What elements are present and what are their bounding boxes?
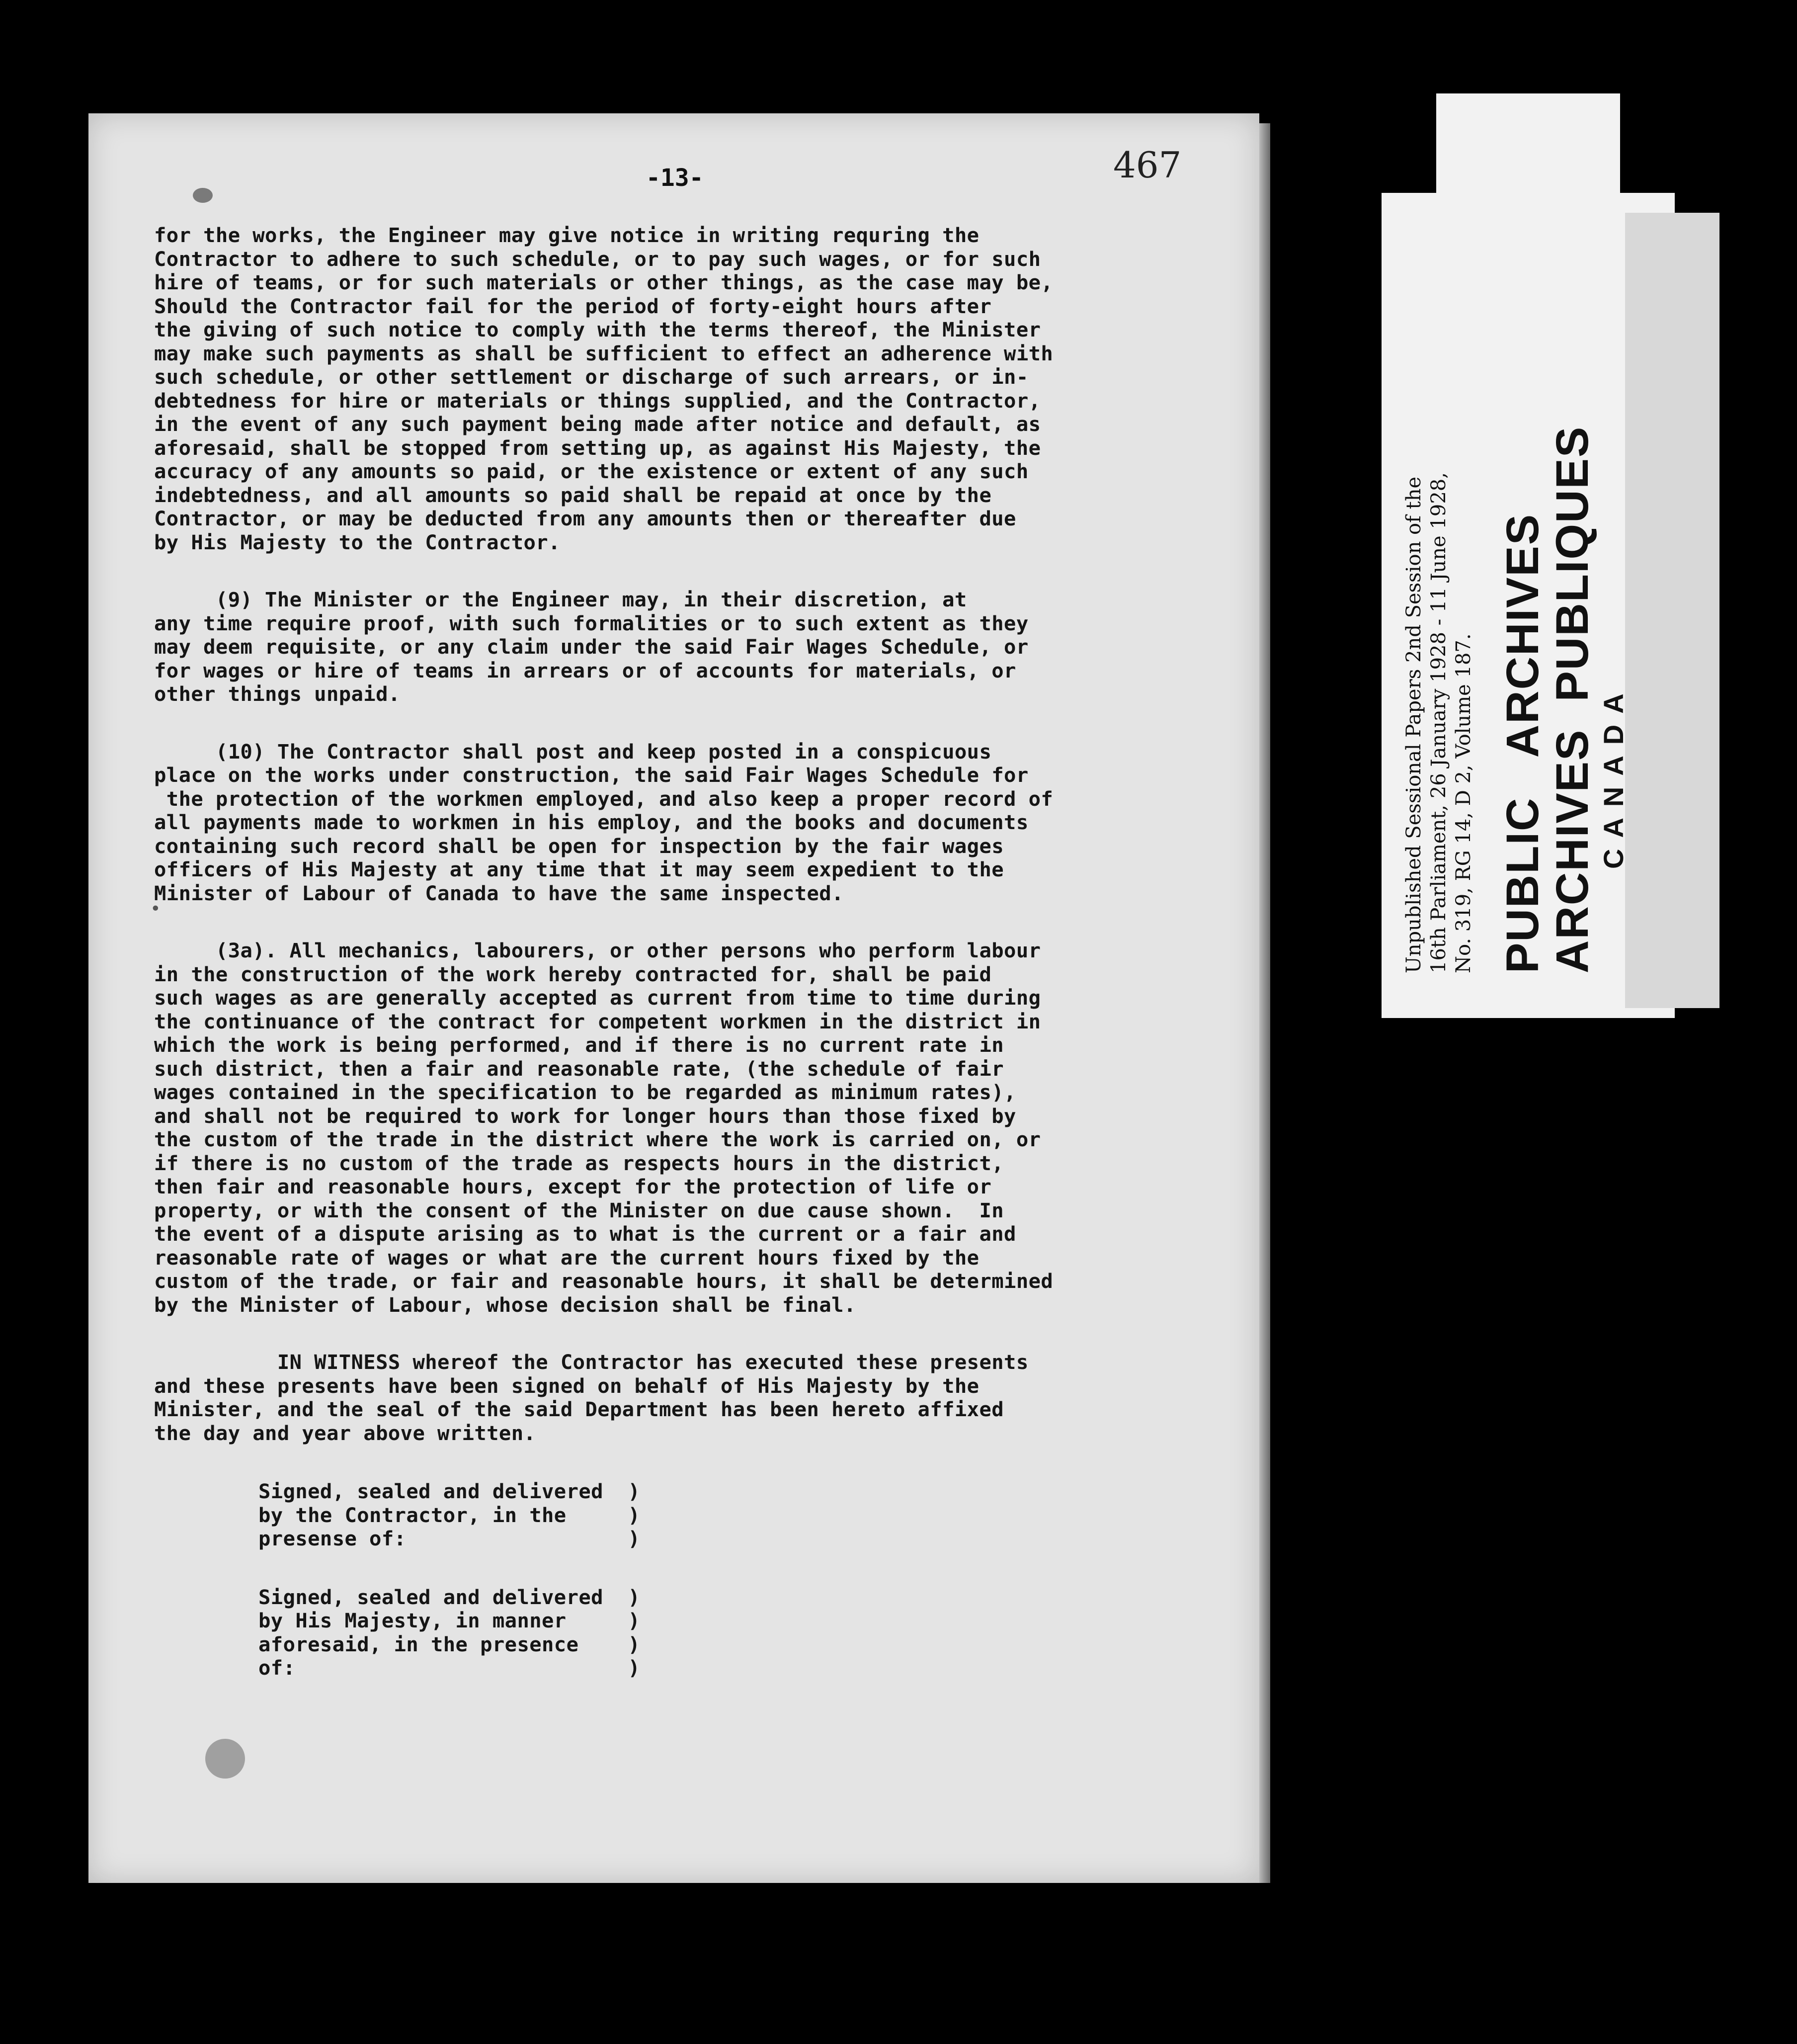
- text-line: (10) The Contractor shall post and keep posted in a conspicuous: [154, 739, 992, 764]
- text-line: the day and year above written.: [154, 1421, 536, 1445]
- text-line: place on the works under construction, the said Fair Wages Schedule for: [154, 763, 1029, 787]
- text-line: IN WITNESS whereof the Contractor has executed these presents: [154, 1350, 1029, 1374]
- signature-line: by His Majesty, in manner ): [258, 1609, 641, 1632]
- archive-citation-line: No. 319, RG 14, D 2, Volume 187.: [1452, 633, 1475, 973]
- text-line: property, or with the consent of the Minister on due cause shown. In: [154, 1198, 1004, 1222]
- text-line: the custom of the trade in the district where the work is carried on, or: [154, 1127, 1041, 1151]
- archive-citation-line: 16th Parliament, 26 January 1928 - 11 June 1928,: [1427, 472, 1450, 973]
- signature-line: aforesaid, in the presence ): [258, 1632, 641, 1656]
- text-line: by the Minister of Labour, whose decision shall be final.: [154, 1292, 856, 1317]
- archive-title-english: PUBLIC ARCHIVES: [1497, 513, 1548, 973]
- signature-line: Signed, sealed and delivered ): [258, 1479, 641, 1503]
- text-line: may make such payments as shall be sufficient to effect an adherence with: [154, 341, 1054, 365]
- ink-blot: [193, 188, 213, 203]
- text-line: all payments made to workmen in his employ, and the books and documents: [154, 810, 1029, 834]
- margin-mark: •: [150, 899, 161, 919]
- paragraph: [154, 939, 1242, 1317]
- text-line: the continuance of the contract for competent workmen in the district in: [154, 1009, 1041, 1033]
- text-line: wages contained in the specification to be regarded as minimum rates),: [154, 1080, 1016, 1104]
- text-line: debtedness for hire or materials or things supplied, and the Contractor,: [154, 388, 1041, 413]
- text-line: which the work is being performed, and if there is no current rate in: [154, 1033, 1004, 1057]
- text-line: containing such record shall be open for inspection by the fair wages: [154, 834, 1004, 858]
- text-line: Minister of Labour of Canada to have the same inspected.: [154, 881, 844, 905]
- text-line: custom of the trade, or fair and reasonable hours, it shall be determined: [154, 1269, 1054, 1293]
- text-line: indebtedness, and all amounts so paid shall be repaid at once by the: [154, 483, 992, 507]
- text-line: Contractor to adhere to such schedule, or to pay such wages, or for such: [154, 247, 1041, 271]
- archive-citation-line: Unpublished Sessional Papers 2nd Session of the: [1402, 476, 1425, 973]
- signature-block: [258, 1586, 1242, 1680]
- paragraph: [154, 1351, 1242, 1445]
- text-line: (9) The Minister or the Engineer may, in their discretion, at: [154, 588, 967, 611]
- text-line: the giving of such notice to comply with the terms thereof, the Minister: [154, 318, 1041, 341]
- paragraph: [154, 740, 1242, 906]
- text-line: aforesaid, shall be stopped from setting up, as against His Majesty, the: [154, 435, 1041, 460]
- text-line: such wages as are generally accepted as current from time to time during: [154, 986, 1041, 1010]
- text-line: Minister, and the seal of the said Department has been hereto affixed: [154, 1397, 1004, 1421]
- text-line: by His Majesty to the Contractor.: [154, 530, 561, 554]
- text-line: hire of teams, or for such materials or other things, as the case may be,: [154, 270, 1054, 294]
- text-line: if there is no custom of the trade as respects hours in the district,: [154, 1151, 1004, 1175]
- text-line: and these presents have been signed on behalf of His Majesty by the: [154, 1373, 980, 1398]
- text-line: the protection of the workmen employed, and also keep a proper record of: [154, 786, 1054, 811]
- text-line: for wages or hire of teams in arrears or of accounts for materials, or: [154, 658, 1016, 682]
- text-line: in the event of any such payment being made after notice and default, as: [154, 412, 1041, 436]
- ink-blot: [205, 1739, 245, 1779]
- text-line: Should the Contractor fail for the period of forty-eight hours after: [154, 294, 992, 318]
- text-line: reasonable rate of wages or what are the current hours fixed by the: [154, 1245, 980, 1270]
- archive-title-french: ARCHIVES PUBLIQUES: [1547, 426, 1598, 973]
- text-line: may deem requisite, or any claim under the said Fair Wages Schedule, or: [154, 635, 1029, 659]
- paragraph: [154, 588, 1242, 706]
- text-line: the event of a dispute arising as to what is the current or a fair and: [154, 1222, 1016, 1246]
- paragraph: [154, 224, 1242, 554]
- document-body: [154, 224, 1242, 1680]
- signature-line: by the Contractor, in the ): [258, 1503, 641, 1527]
- text-line: accuracy of any amounts so paid, or the existence or extent of any such: [154, 459, 1029, 483]
- signature-block: [258, 1480, 1242, 1551]
- signature-line: Signed, sealed and delivered ): [258, 1585, 641, 1609]
- typed-page-number: -13-: [646, 164, 704, 192]
- text-line: any time require proof, with such formalities or to such extent as they: [154, 611, 1029, 635]
- text-line: officers of His Majesty at any time that it may seem expedient to the: [154, 857, 1004, 881]
- text-line: then fair and reasonable hours, except for the protection of life or: [154, 1175, 992, 1198]
- archive-country: CANADA: [1598, 682, 1629, 869]
- text-line: Contractor, or may be deducted from any amounts then or thereafter due: [154, 507, 1016, 530]
- text-line: other things unpaid.: [154, 682, 401, 706]
- signature-line: of: ): [258, 1656, 641, 1680]
- text-line: such schedule, or other settlement or discharge of such arrears, or in-: [154, 365, 1029, 389]
- text-line: and shall not be required to work for longer hours than those fixed by: [154, 1104, 1016, 1128]
- signature-line: presense of: ): [258, 1527, 641, 1550]
- handwritten-page-number: 467: [1113, 144, 1182, 186]
- archive-label-text: [1401, 178, 1680, 973]
- text-line: such district, then a fair and reasonable rate, (the schedule of fair: [154, 1056, 1004, 1081]
- text-line: in the construction of the work hereby contracted for, shall be paid: [154, 962, 992, 986]
- text-line: (3a). All mechanics, labourers, or other persons who perform labour: [154, 938, 1041, 962]
- archive-label: [1382, 193, 1675, 1018]
- text-line: for the works, the Engineer may give notice in writing requring the: [154, 223, 980, 247]
